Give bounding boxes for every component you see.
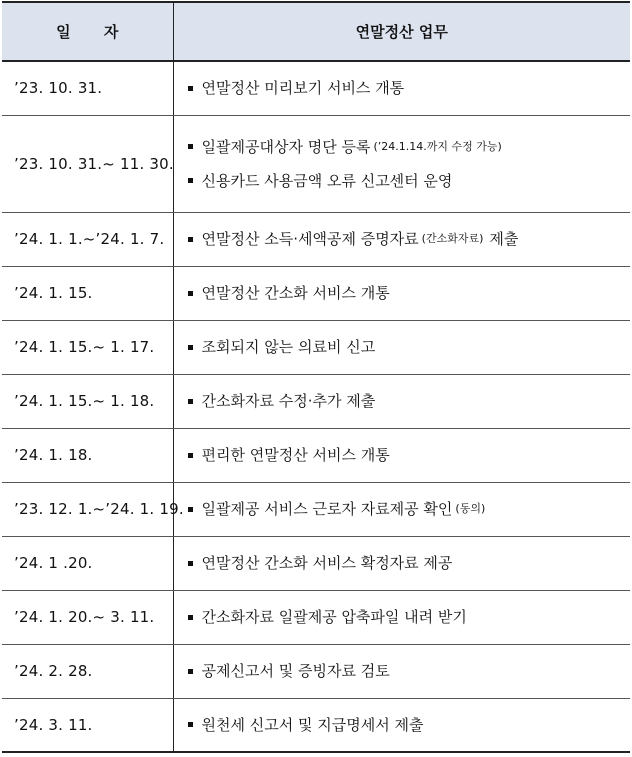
bullet-icon xyxy=(188,178,193,183)
row-date: ’24. 1. 1.~’24. 1. 7. xyxy=(2,212,173,266)
task-item xyxy=(188,228,631,250)
bullet-icon xyxy=(188,345,193,350)
task-item xyxy=(188,498,631,520)
row-task xyxy=(173,115,630,212)
schedule-table xyxy=(2,1,630,753)
task-item xyxy=(188,660,631,682)
task-note: (’24.1.14.까지 수정 가능) xyxy=(373,139,502,153)
row-task xyxy=(173,644,630,698)
task-text: 일괄제공 서비스 근로자 자료제공 확인 xyxy=(201,500,453,518)
row-date: ’23. 12. 1.~’24. 1. 19. xyxy=(2,482,173,536)
task-item xyxy=(188,77,631,99)
task-text: 신용카드 사용금액 오류 신고센터 운영 xyxy=(201,171,453,190)
row-date: ’24. 2. 28. xyxy=(2,644,173,698)
row-task xyxy=(173,590,630,644)
task-text: 연말정산 간소화 서비스 확정자료 제공 xyxy=(201,554,453,572)
bullet-icon xyxy=(188,669,193,674)
task-text: 원천세 신고서 및 지급명세서 제출 xyxy=(201,715,424,734)
bullet-icon xyxy=(188,453,193,458)
task-item xyxy=(188,170,631,192)
task-text: 연말정산 간소화 서비스 개통 xyxy=(201,284,390,302)
row-date: ’23. 10. 31. xyxy=(2,61,173,115)
task-item xyxy=(188,282,631,304)
row-task xyxy=(173,536,630,590)
table-row xyxy=(2,482,630,536)
row-date: ’24. 1. 18. xyxy=(2,428,173,482)
task-text: 연말정산 소득·세액공제 증명자료 xyxy=(201,230,419,248)
table-row xyxy=(2,115,630,212)
row-task xyxy=(173,698,630,752)
bullet-icon xyxy=(188,615,193,620)
row-task xyxy=(173,428,630,482)
table-row xyxy=(2,266,630,320)
row-task xyxy=(173,266,630,320)
bullet-icon xyxy=(188,291,193,296)
task-text: 간소화자료 수정·추가 제출 xyxy=(201,392,376,410)
row-task xyxy=(173,374,630,428)
table-row xyxy=(2,590,630,644)
row-date: ’24. 1. 15.~ 1. 17. xyxy=(2,320,173,374)
task-item xyxy=(188,136,631,158)
task-text: 편리한 연말정산 서비스 개통 xyxy=(201,446,390,464)
bullet-icon xyxy=(188,722,193,727)
table-row xyxy=(2,428,630,482)
bullet-icon xyxy=(188,144,193,149)
row-date: ’23. 10. 31.~ 11. 30. xyxy=(2,115,173,212)
header-task: 연말정산 업무 xyxy=(173,2,630,61)
table-row xyxy=(2,212,630,266)
task-text: 공제신고서 및 증빙자료 검토 xyxy=(201,662,390,680)
task-note: (동의) xyxy=(455,502,486,515)
table-row xyxy=(2,644,630,698)
task-item xyxy=(188,714,631,736)
task-item xyxy=(188,336,631,358)
bullet-icon xyxy=(188,237,193,242)
row-task xyxy=(173,212,630,266)
header-date: 일 자 xyxy=(2,2,173,61)
task-tail: 제출 xyxy=(489,230,519,248)
task-text: 연말정산 미리보기 서비스 개통 xyxy=(201,79,405,98)
task-item xyxy=(188,606,631,628)
row-date: ’24. 1. 15.~ 1. 18. xyxy=(2,374,173,428)
schedule-table-wrapper xyxy=(2,1,630,753)
table-body xyxy=(2,61,630,752)
table-header-row xyxy=(2,2,630,61)
task-item xyxy=(188,390,631,412)
row-task xyxy=(173,482,630,536)
bullet-icon xyxy=(188,399,193,404)
bullet-icon xyxy=(188,561,193,566)
table-row xyxy=(2,61,630,115)
task-text: 간소화자료 일괄제공 압축파일 내려 받기 xyxy=(201,608,467,626)
row-date: ’24. 3. 11. xyxy=(2,698,173,752)
task-item xyxy=(188,444,631,466)
task-text: 일괄제공대상자 명단 등록 xyxy=(201,137,371,156)
table-row xyxy=(2,698,630,752)
row-date: ’24. 1. 20.~ 3. 11. xyxy=(2,590,173,644)
task-item xyxy=(188,552,631,574)
bullet-icon xyxy=(188,86,193,91)
table-row xyxy=(2,320,630,374)
table-row xyxy=(2,536,630,590)
row-task xyxy=(173,61,630,115)
table-row xyxy=(2,374,630,428)
row-task xyxy=(173,320,630,374)
task-text: 조회되지 않는 의료비 신고 xyxy=(201,338,376,356)
row-date: ’24. 1 .20. xyxy=(2,536,173,590)
bullet-icon xyxy=(188,507,193,512)
row-date: ’24. 1. 15. xyxy=(2,266,173,320)
task-note: (간소화자료) xyxy=(421,232,484,245)
